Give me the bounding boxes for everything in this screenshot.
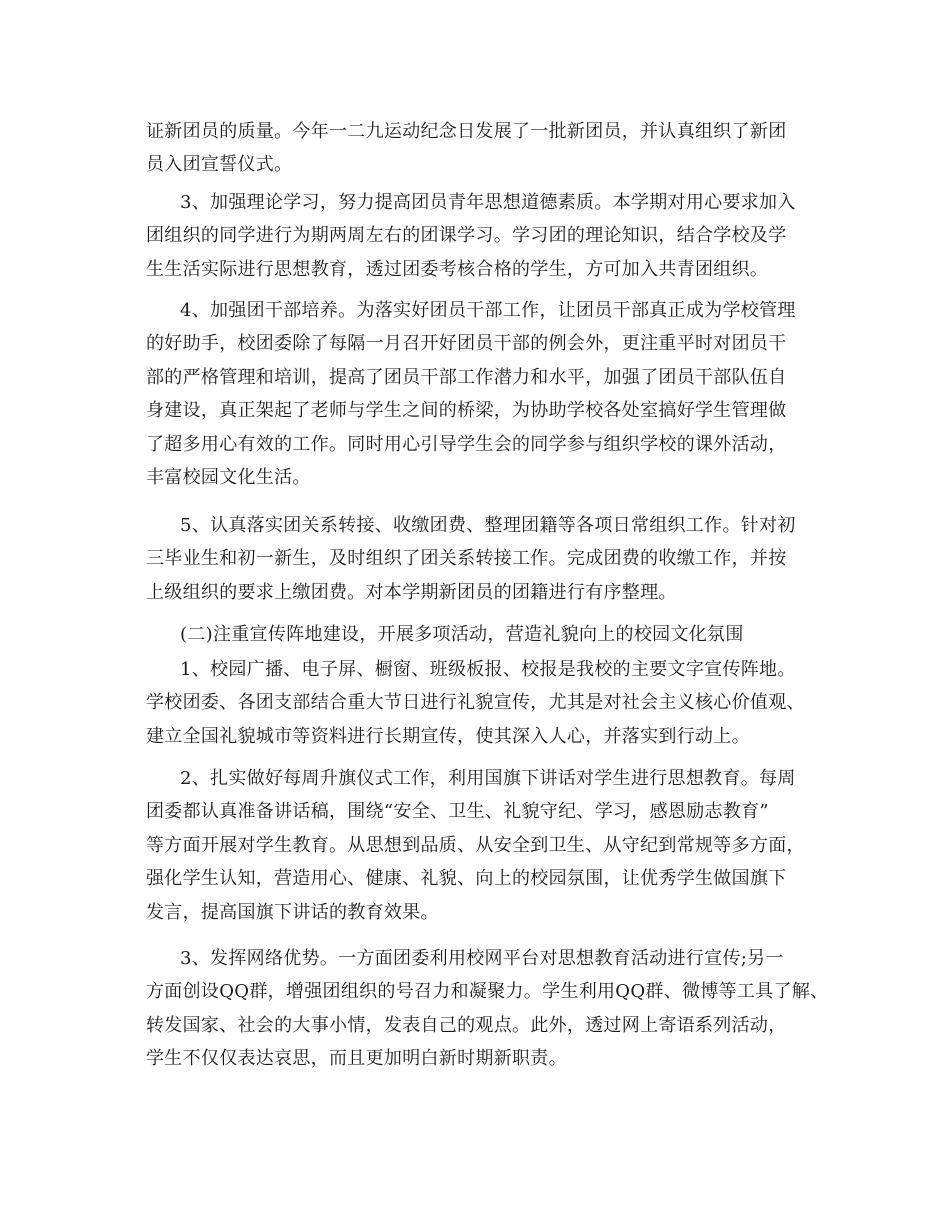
text-line: 3、发挥网络优势。一方面团委利用校网平台对思想教育活动进行宣传;另一 xyxy=(180,948,784,969)
text-line: 三毕业生和初一新生，及时组织了团关系转接工作。完成团费的收缴工作，并按 xyxy=(146,548,787,570)
text-line: 建立全国礼貌城市等资料进行长期宣传，使其深入人心，并落实到行动上。 xyxy=(146,725,750,747)
text-line: 部的严格管理和培训，提高了团员干部工作潜力和水平，加强了团员干部队伍自 xyxy=(146,366,787,388)
text-line: 上级组织的要求上缴团费。对本学期新团员的团籍进行有序整理。 xyxy=(146,581,677,603)
text-line: 3、加强理论学习，努力提高团员青年思想道德素质。本学期对用心要求加入 xyxy=(180,192,796,213)
paragraph-flag-ceremony xyxy=(146,762,826,929)
paragraph-cadre-training xyxy=(146,294,826,494)
text-line: 强化学生认知，营造用心、健康、礼貌、向上的校园氛围，让优秀学生做国旗下 xyxy=(146,868,787,890)
text-line: 1、校园广播、电子屏、橱窗、班级板报、校报是我校的主要文字宣传阵地。 xyxy=(180,659,796,680)
text-line: 学校团委、各团支部结合重大节日进行礼貌宣传，尤其是对社会主义核心价值观、 xyxy=(146,692,805,714)
text-line: 5、认真落实团关系转接、收缴团费、整理团籍等各项日常组织工作。针对初 xyxy=(180,515,796,536)
paragraph-publicity-channels xyxy=(146,653,826,753)
text-line: 方面创设QQ群，增强团组织的号召力和凝聚力。学生利用QQ群、微博等工具了解、 xyxy=(146,981,829,1003)
paragraph-network-advantage xyxy=(146,942,829,1076)
text-line: 生生活实际进行思想教育，透过团委考核合格的学生，方可加入共青团组织。 xyxy=(146,258,769,280)
text-line: 转发国家、社会的大事小情，发表自己的观点。此外，透过网上寄语系列活动， xyxy=(146,1014,787,1036)
text-line: 员入团宣誓仪式。 xyxy=(146,154,293,176)
text-line: 了超多用心有效的工作。同时用心引导学生会的同学参与组织学校的课外活动， xyxy=(146,433,787,455)
heading-line: (二)注重宣传阵地建设，开展多项活动，营造礼貌向上的校园文化氛围 xyxy=(180,624,744,645)
text-line: 证新团员的质量。今年一二九运动纪念日发展了一批新团员，并认真组织了新团 xyxy=(146,121,787,142)
paragraph-organization-work xyxy=(146,509,826,609)
text-line: 学生不仅仅表达哀思，而且更加明白新时期新职责。 xyxy=(146,1048,567,1070)
text-line: 身建设，真正架起了老师与学生之间的桥梁，为协助学校各处室搞好学生管理做 xyxy=(146,400,787,422)
text-line: 发言，提高国旗下讲话的教育效果。 xyxy=(146,901,439,923)
text-line: 团组织的同学进行为期两周左右的团课学习。学习团的理论知识，结合学校及学 xyxy=(146,225,787,247)
paragraph-theory-study xyxy=(146,186,826,286)
text-line: 4、加强团干部培养。为落实好团员干部工作，让团员干部真正成为学校管理 xyxy=(180,300,796,321)
text-line: 丰富校园文化生活。 xyxy=(146,466,311,488)
text-line: 等方面开展对学生教育。从思想到品质、从安全到卫生、从守纪到常规等多方面， xyxy=(146,834,805,856)
text-line: 2、扎实做好每周升旗仪式工作，利用国旗下讲话对学生进行思想教育。每周 xyxy=(180,768,796,789)
text-line: 的好助手，校团委除了每隔一月召开好团员干部的例会外，更注重平时对团员干 xyxy=(146,333,787,355)
section-heading xyxy=(146,618,826,651)
paragraph-continuation xyxy=(146,115,826,182)
text-line: 团委都认真准备讲话稿，围绕“安全、卫生、礼貌守纪、学习，感恩励志教育” xyxy=(146,801,769,823)
